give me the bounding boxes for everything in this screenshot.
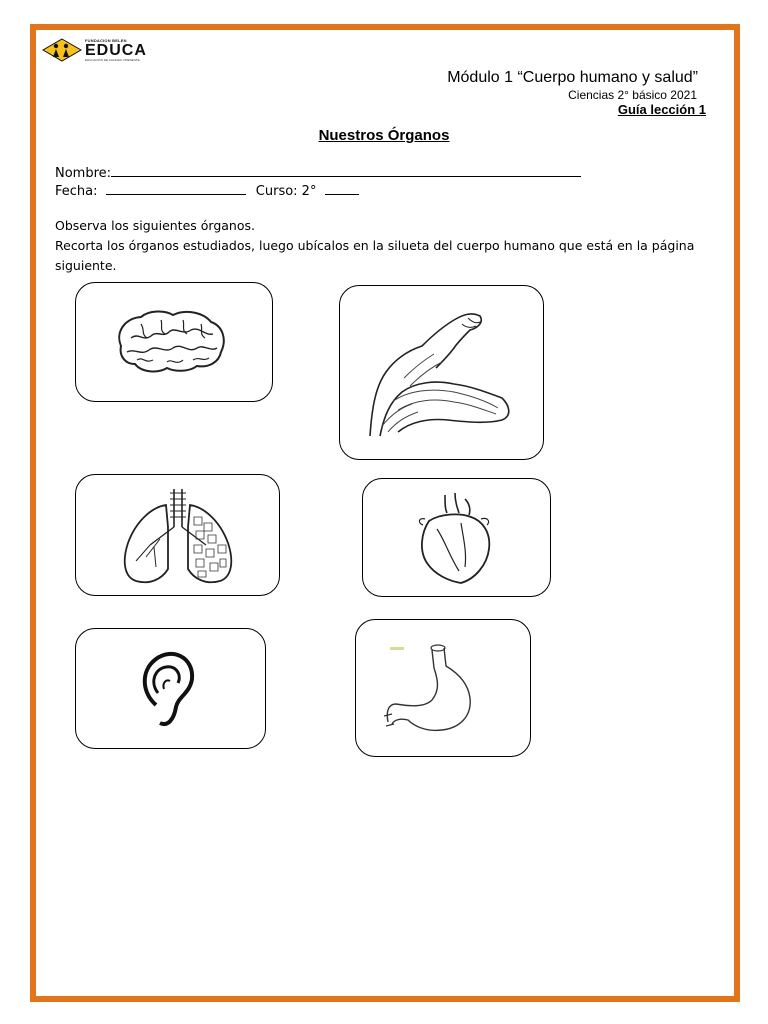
nombre-row bbox=[55, 165, 581, 181]
logo-foundation-text: FUNDACION BELEN bbox=[85, 37, 127, 43]
instruction-line: Recorta los órganos estudiados, luego ubícalos en la silueta del cuerpo humano que está en la página siguiente. bbox=[55, 238, 695, 273]
stomach-icon bbox=[380, 642, 500, 742]
organ-card-stomach[interactable] bbox=[355, 619, 531, 757]
module-title: Módulo 1 “Cuerpo humano y salud” bbox=[447, 69, 698, 86]
organ-card-brain[interactable] bbox=[75, 282, 273, 402]
guide-label: Guía lección 1 bbox=[617, 102, 706, 117]
arm-muscle-icon bbox=[362, 306, 522, 438]
curso-field[interactable] bbox=[325, 183, 359, 195]
logo-children-icon bbox=[42, 38, 82, 62]
heart-icon bbox=[415, 491, 495, 585]
fecha-row bbox=[55, 183, 359, 199]
brain-icon bbox=[111, 308, 229, 376]
organ-card-arm-muscle[interactable] bbox=[339, 285, 544, 460]
ear-icon bbox=[134, 649, 204, 729]
instruction-line: Observa los siguientes órganos. bbox=[55, 218, 255, 233]
fecha-field[interactable] bbox=[106, 183, 246, 195]
educa-logo bbox=[42, 38, 174, 62]
page-title: Nuestros Órganos bbox=[318, 127, 450, 144]
logo-tagline: EDUCACIÓN DE CALIDAD, PRESENTE. bbox=[85, 57, 141, 62]
lungs-icon bbox=[116, 487, 240, 587]
nombre-field[interactable] bbox=[111, 165, 581, 177]
organ-card-lungs[interactable] bbox=[75, 474, 280, 596]
organ-card-heart[interactable] bbox=[362, 478, 551, 597]
curso-label: Curso: 2° bbox=[255, 184, 317, 199]
nombre-label: Nombre: bbox=[55, 166, 112, 181]
logo-educa-text: EDUCA bbox=[85, 41, 147, 59]
subject-line: Ciencias 2° básico 2021 bbox=[568, 88, 697, 102]
instructions bbox=[55, 216, 715, 276]
organ-card-ear[interactable] bbox=[75, 628, 266, 749]
fecha-label: Fecha: bbox=[55, 184, 98, 199]
